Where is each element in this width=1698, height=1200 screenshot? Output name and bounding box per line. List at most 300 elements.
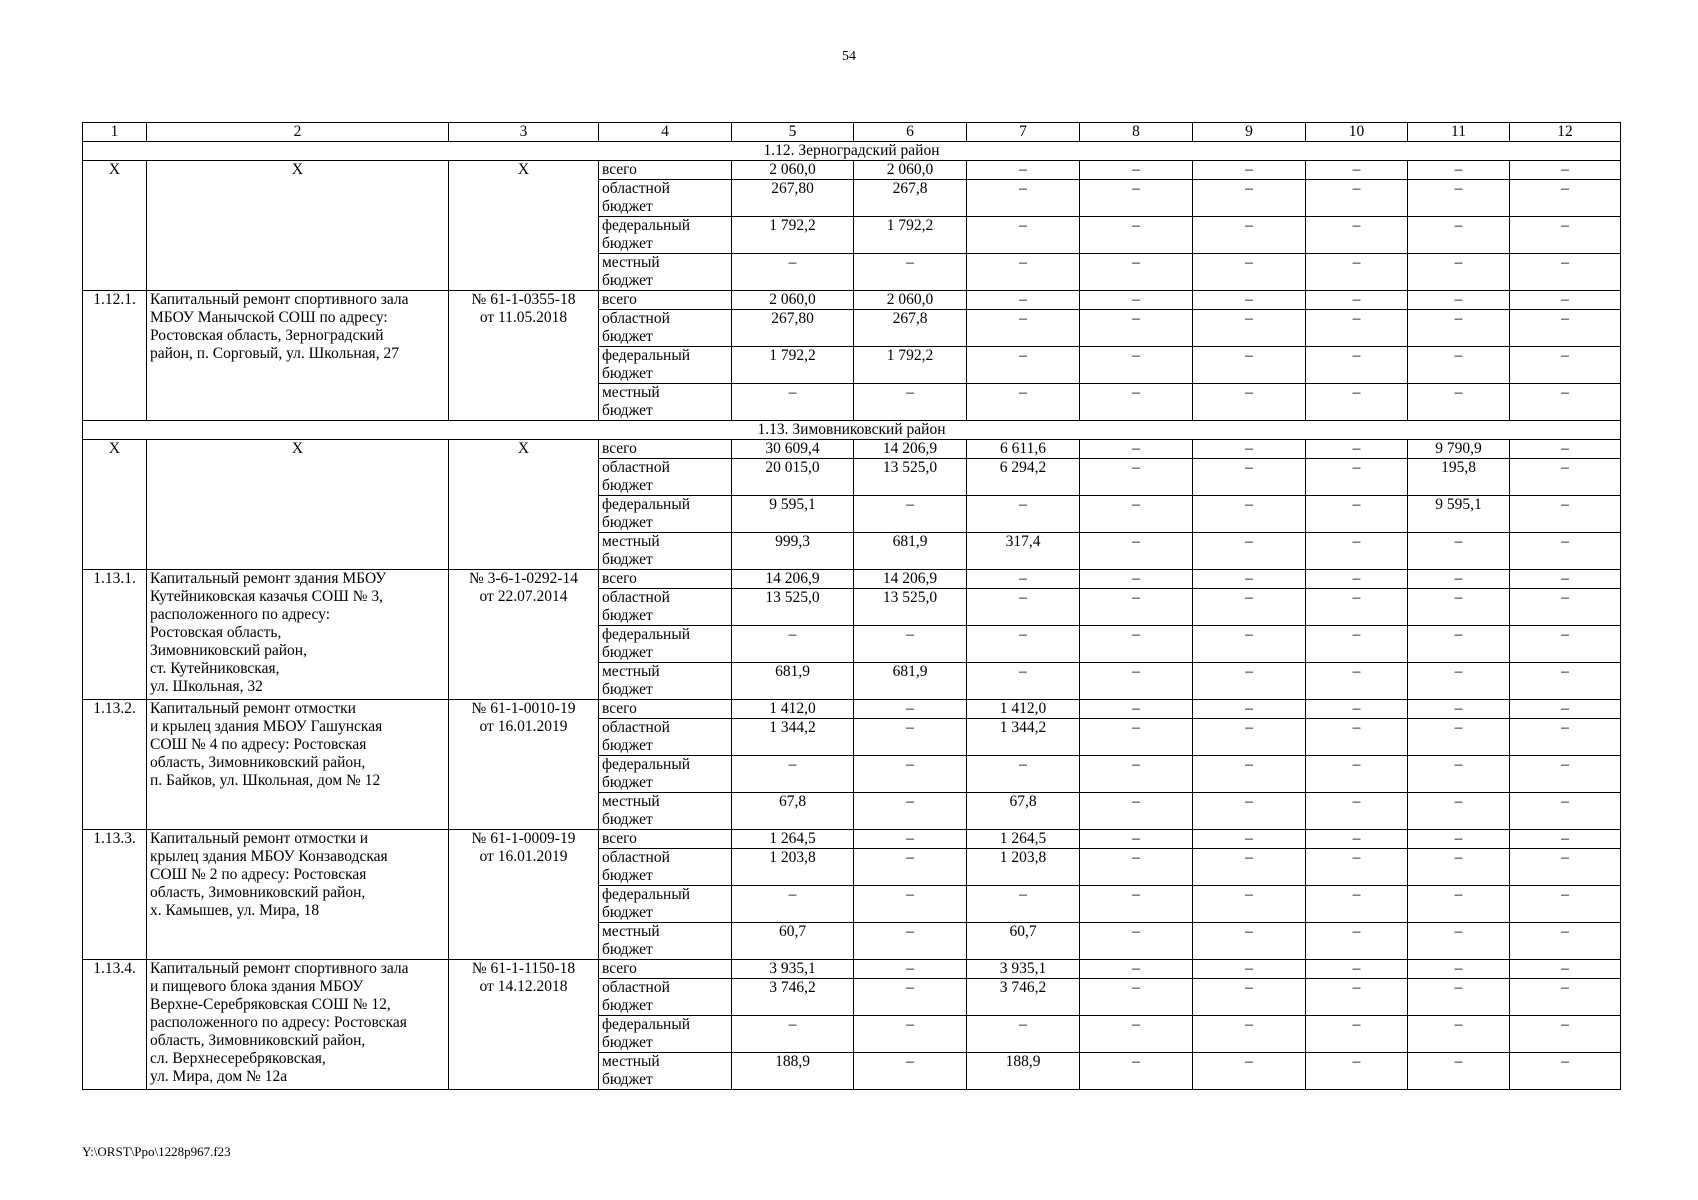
table-row — [83, 830, 1621, 849]
funding-source — [599, 180, 732, 217]
funding-source-line: областной — [602, 589, 670, 606]
amount-cell: – — [1193, 533, 1306, 570]
amount-cell: 6 611,6 — [967, 440, 1080, 459]
amount-cell: 2 060,0 — [732, 161, 854, 180]
object-description — [147, 570, 449, 700]
funding-source-line: бюджет — [602, 402, 653, 419]
amount-cell: – — [1306, 1016, 1408, 1053]
amount-cell: – — [1080, 310, 1193, 347]
funding-source — [599, 756, 732, 793]
amount-cell: – — [1193, 496, 1306, 533]
amount-cell: – — [1306, 180, 1408, 217]
amount-cell: – — [1306, 570, 1408, 589]
amount-cell: – — [1510, 793, 1621, 830]
amount-cell: – — [854, 1016, 967, 1053]
amount-cell: – — [1510, 291, 1621, 310]
amount-cell: – — [1510, 384, 1621, 421]
amount-cell: – — [967, 180, 1080, 217]
description-line: расположенного по адресу: — [150, 606, 330, 623]
column-number-header: 11 — [1408, 123, 1510, 142]
amount-cell: – — [1510, 254, 1621, 291]
amount-cell: – — [1080, 161, 1193, 180]
item-number: 1.13.3. — [83, 830, 147, 960]
funding-source — [599, 310, 732, 347]
amount-cell: – — [967, 217, 1080, 254]
amount-cell: – — [854, 979, 967, 1016]
conclusion-line: от 14.12.2018 — [479, 978, 568, 995]
funding-source-line: бюджет — [602, 551, 653, 568]
amount-cell: – — [1193, 663, 1306, 700]
amount-cell: 2 060,0 — [732, 291, 854, 310]
amount-cell: – — [1193, 310, 1306, 347]
funding-source — [599, 719, 732, 756]
amount-cell: – — [1306, 756, 1408, 793]
description-line: и пищевого блока здания МБОУ — [150, 978, 364, 995]
amount-cell: – — [1080, 291, 1193, 310]
amount-cell: – — [1193, 626, 1306, 663]
amount-cell: – — [854, 1053, 967, 1090]
amount-cell: 30 609,4 — [732, 440, 854, 459]
amount-cell: – — [1193, 793, 1306, 830]
description-line: Верхне-Серебряковская СОШ № 12, — [150, 996, 391, 1013]
amount-cell: – — [1306, 700, 1408, 719]
table-row — [83, 960, 1621, 979]
funding-source-line: местный — [602, 1053, 660, 1070]
amount-cell: – — [854, 960, 967, 979]
column-number-header: 9 — [1193, 123, 1306, 142]
funding-source-line: федеральный — [602, 886, 691, 903]
amount-cell: 1 412,0 — [967, 700, 1080, 719]
funding-source — [599, 1053, 732, 1090]
item-number: X — [83, 440, 147, 570]
amount-cell: – — [1080, 1016, 1193, 1053]
funding-source-line: всего — [602, 161, 637, 178]
conclusion-line: от 11.05.2018 — [479, 309, 568, 326]
amount-cell: 3 746,2 — [732, 979, 854, 1016]
amount-cell: – — [1306, 960, 1408, 979]
amount-cell: 60,7 — [967, 923, 1080, 960]
amount-cell: – — [1306, 663, 1408, 700]
amount-cell: – — [1080, 886, 1193, 923]
amount-cell: – — [1193, 570, 1306, 589]
description-line: Кутейниковская казачья СОШ № 3, — [150, 588, 383, 605]
amount-cell: – — [1193, 459, 1306, 496]
funding-source-line: федеральный — [602, 756, 691, 773]
funding-source-line: областной — [602, 979, 670, 996]
amount-cell: – — [1193, 1053, 1306, 1090]
funding-source — [599, 459, 732, 496]
amount-cell: 999,3 — [732, 533, 854, 570]
section-title: 1.12. Зерноградский район — [83, 142, 1621, 161]
amount-cell: – — [967, 1016, 1080, 1053]
funding-source-line: бюджет — [602, 607, 653, 624]
funding-source — [599, 589, 732, 626]
amount-cell: – — [1510, 570, 1621, 589]
amount-cell: 1 344,2 — [732, 719, 854, 756]
amount-cell: – — [854, 793, 967, 830]
amount-cell: – — [1408, 533, 1510, 570]
amount-cell: – — [967, 626, 1080, 663]
amount-cell: – — [854, 756, 967, 793]
amount-cell: – — [1193, 1016, 1306, 1053]
item-number: X — [83, 161, 147, 291]
amount-cell: – — [1510, 626, 1621, 663]
column-number-header: 7 — [967, 123, 1080, 142]
funding-source-line: местный — [602, 384, 660, 401]
funding-source — [599, 663, 732, 700]
item-number: 1.13.4. — [83, 960, 147, 1090]
amount-cell: – — [1306, 459, 1408, 496]
amount-cell: – — [1306, 217, 1408, 254]
funding-source — [599, 570, 732, 589]
amount-cell: – — [1510, 700, 1621, 719]
funding-source-line: всего — [602, 570, 637, 587]
amount-cell: – — [1193, 719, 1306, 756]
amount-cell: – — [1080, 1053, 1193, 1090]
funding-source-line: бюджет — [602, 198, 653, 215]
amount-cell: 2 060,0 — [854, 161, 967, 180]
funding-source — [599, 1016, 732, 1053]
expertise-conclusion — [449, 570, 599, 700]
amount-cell: – — [1510, 1016, 1621, 1053]
amount-cell: – — [1193, 830, 1306, 849]
amount-cell: – — [1306, 793, 1408, 830]
expertise-conclusion — [449, 440, 599, 570]
description-line: Зимовниковский район, — [150, 642, 307, 659]
budget-table — [82, 122, 1621, 1090]
amount-cell: – — [1408, 979, 1510, 1016]
amount-cell: – — [1080, 960, 1193, 979]
amount-cell: 3 935,1 — [967, 960, 1080, 979]
amount-cell: – — [1408, 626, 1510, 663]
amount-cell: – — [1408, 960, 1510, 979]
table-row — [83, 161, 1621, 180]
funding-source — [599, 979, 732, 1016]
description-line: п. Байков, ул. Школьная, дом № 12 — [150, 772, 381, 789]
funding-source-line: федеральный — [602, 626, 691, 643]
amount-cell: – — [1306, 254, 1408, 291]
amount-cell: 1 264,5 — [732, 830, 854, 849]
object-description — [147, 960, 449, 1090]
amount-cell: – — [967, 161, 1080, 180]
funding-source — [599, 793, 732, 830]
amount-cell: – — [1193, 254, 1306, 291]
funding-source-line: областной — [602, 459, 670, 476]
amount-cell: – — [967, 384, 1080, 421]
amount-cell: – — [1193, 849, 1306, 886]
column-number-header: 2 — [147, 123, 449, 142]
funding-source-line: бюджет — [602, 737, 653, 754]
amount-cell: – — [1080, 793, 1193, 830]
table-body — [83, 123, 1621, 1090]
amount-cell: – — [1510, 459, 1621, 496]
description-line: крылец здания МБОУ Конзаводская — [150, 848, 388, 865]
funding-source-line: федеральный — [602, 1016, 691, 1033]
amount-cell: – — [1510, 440, 1621, 459]
amount-cell: – — [1306, 886, 1408, 923]
amount-cell: 1 203,8 — [967, 849, 1080, 886]
column-number-header: 1 — [83, 123, 147, 142]
funding-source — [599, 830, 732, 849]
expertise-conclusion — [449, 161, 599, 291]
amount-cell: – — [1080, 496, 1193, 533]
amount-cell: – — [1510, 180, 1621, 217]
funding-source — [599, 923, 732, 960]
amount-cell: 681,9 — [854, 533, 967, 570]
amount-cell: – — [854, 700, 967, 719]
amount-cell: – — [1408, 161, 1510, 180]
amount-cell: – — [1193, 384, 1306, 421]
amount-cell: 60,7 — [732, 923, 854, 960]
amount-cell: – — [1193, 180, 1306, 217]
funding-source — [599, 384, 732, 421]
amount-cell: – — [967, 310, 1080, 347]
amount-cell: – — [1080, 459, 1193, 496]
description-line: Капитальный ремонт здания МБОУ — [150, 570, 387, 587]
amount-cell: – — [854, 496, 967, 533]
object-description: X — [147, 161, 449, 291]
section-row — [83, 142, 1621, 161]
column-number-header: 4 — [599, 123, 732, 142]
amount-cell: – — [854, 886, 967, 923]
amount-cell: 188,9 — [732, 1053, 854, 1090]
conclusion-line: X — [517, 161, 530, 178]
amount-cell: 1 792,2 — [732, 217, 854, 254]
amount-cell: 267,8 — [854, 310, 967, 347]
amount-cell: 6 294,2 — [967, 459, 1080, 496]
amount-cell: – — [1408, 849, 1510, 886]
amount-cell: – — [1510, 960, 1621, 979]
amount-cell: – — [1510, 979, 1621, 1016]
amount-cell: – — [1510, 886, 1621, 923]
amount-cell: – — [1510, 849, 1621, 886]
description-line: Ростовская область, Зерноградский — [150, 327, 384, 344]
funding-source — [599, 440, 732, 459]
header-row — [83, 123, 1621, 142]
funding-source-line: бюджет — [602, 997, 653, 1014]
funding-source-line: всего — [602, 440, 637, 457]
amount-cell: – — [1408, 756, 1510, 793]
amount-cell: 14 206,9 — [854, 570, 967, 589]
funding-source — [599, 533, 732, 570]
amount-cell: – — [1510, 310, 1621, 347]
amount-cell: 1 792,2 — [854, 217, 967, 254]
conclusion-line: от 22.07.2014 — [479, 588, 568, 605]
funding-source-line: бюджет — [602, 904, 653, 921]
amount-cell: – — [1306, 849, 1408, 886]
amount-cell: – — [1408, 886, 1510, 923]
amount-cell: 1 792,2 — [854, 347, 967, 384]
column-number-header: 5 — [732, 123, 854, 142]
amount-cell: – — [1510, 830, 1621, 849]
conclusion-line: № 3-6-1-0292-14 — [468, 570, 579, 587]
amount-cell: – — [1408, 700, 1510, 719]
amount-cell: – — [967, 496, 1080, 533]
description-line: область, Зимовниковский район, — [150, 1032, 366, 1049]
amount-cell: – — [1408, 384, 1510, 421]
amount-cell: – — [1408, 254, 1510, 291]
description-line: расположенного по адресу: Ростовская — [150, 1014, 407, 1031]
funding-source-line: бюджет — [602, 811, 653, 828]
amount-cell: – — [967, 291, 1080, 310]
amount-cell: – — [732, 384, 854, 421]
amount-cell: – — [1408, 1053, 1510, 1090]
amount-cell: – — [1080, 663, 1193, 700]
item-number: 1.13.2. — [83, 700, 147, 830]
amount-cell: – — [967, 663, 1080, 700]
funding-source — [599, 886, 732, 923]
description-line: ст. Кутейниковская, — [150, 660, 280, 677]
page-number: 54 — [842, 49, 856, 64]
table-row — [83, 700, 1621, 719]
amount-cell: – — [1408, 719, 1510, 756]
amount-cell: 681,9 — [854, 663, 967, 700]
section-row — [83, 421, 1621, 440]
amount-cell: – — [732, 756, 854, 793]
amount-cell: – — [1193, 923, 1306, 960]
amount-cell: 3 935,1 — [732, 960, 854, 979]
amount-cell: – — [1306, 589, 1408, 626]
amount-cell: – — [967, 589, 1080, 626]
amount-cell: – — [854, 719, 967, 756]
amount-cell: – — [1306, 291, 1408, 310]
item-number: 1.13.1. — [83, 570, 147, 700]
conclusion-line: № 61-1-0355-18 — [471, 291, 576, 308]
amount-cell: 67,8 — [967, 793, 1080, 830]
amount-cell: – — [854, 830, 967, 849]
table-row — [83, 570, 1621, 589]
column-number-header: 6 — [854, 123, 967, 142]
description-line: область, Зимовниковский район, — [150, 884, 366, 901]
amount-cell: – — [1080, 384, 1193, 421]
funding-source-line: местный — [602, 793, 660, 810]
funding-source-line: всего — [602, 960, 637, 977]
object-description — [147, 291, 449, 421]
funding-source-line: областной — [602, 719, 670, 736]
amount-cell: – — [1193, 756, 1306, 793]
funding-source-line: бюджет — [602, 272, 653, 289]
funding-source-line: всего — [602, 291, 637, 308]
amount-cell: – — [1306, 979, 1408, 1016]
description-line: область, Зимовниковский район, — [150, 754, 366, 771]
funding-source-line: бюджет — [602, 365, 653, 382]
conclusion-line: X — [517, 440, 530, 457]
amount-cell: – — [1510, 533, 1621, 570]
amount-cell: – — [1080, 849, 1193, 886]
section-title: 1.13. Зимовниковский район — [83, 421, 1621, 440]
description-line: Капитальный ремонт спортивного зала — [150, 960, 409, 977]
amount-cell: – — [1306, 310, 1408, 347]
amount-cell: 1 344,2 — [967, 719, 1080, 756]
funding-source-line: областной — [602, 180, 670, 197]
amount-cell: – — [854, 384, 967, 421]
description-line: сл. Верхнесеребряковская, — [150, 1050, 326, 1067]
amount-cell: 1 203,8 — [732, 849, 854, 886]
amount-cell: – — [1510, 347, 1621, 384]
funding-source-line: всего — [602, 700, 637, 717]
funding-source — [599, 254, 732, 291]
amount-cell: – — [1408, 291, 1510, 310]
amount-cell: – — [1306, 830, 1408, 849]
description-line: СОШ № 2 по адресу: Ростовская — [150, 866, 367, 883]
description-line: СОШ № 4 по адресу: Ростовская — [150, 736, 367, 753]
amount-cell: – — [1080, 440, 1193, 459]
amount-cell: – — [1408, 570, 1510, 589]
amount-cell: 14 206,9 — [732, 570, 854, 589]
amount-cell: – — [1193, 979, 1306, 1016]
amount-cell: – — [1306, 533, 1408, 570]
item-number: 1.12.1. — [83, 291, 147, 421]
funding-source-line: бюджет — [602, 514, 653, 531]
funding-source-line: бюджет — [602, 235, 653, 252]
amount-cell: – — [1510, 496, 1621, 533]
amount-cell: – — [1080, 756, 1193, 793]
funding-source-line: бюджет — [602, 328, 653, 345]
amount-cell: – — [1306, 440, 1408, 459]
amount-cell: – — [732, 254, 854, 291]
funding-source-line: бюджет — [602, 1071, 653, 1088]
amount-cell: – — [967, 254, 1080, 291]
object-description — [147, 830, 449, 960]
funding-source-line: бюджет — [602, 774, 653, 791]
amount-cell: – — [1080, 700, 1193, 719]
funding-source — [599, 291, 732, 310]
funding-source-line: бюджет — [602, 477, 653, 494]
amount-cell: – — [1306, 719, 1408, 756]
funding-source-line: местный — [602, 533, 660, 550]
amount-cell: – — [1193, 217, 1306, 254]
amount-cell: 13 525,0 — [854, 459, 967, 496]
funding-source — [599, 217, 732, 254]
amount-cell: – — [1510, 923, 1621, 960]
funding-source-line: местный — [602, 923, 660, 940]
description-line: Капитальный ремонт спортивного зала — [150, 291, 409, 308]
funding-source — [599, 496, 732, 533]
amount-cell: – — [854, 254, 967, 291]
funding-source — [599, 960, 732, 979]
funding-source-line: бюджет — [602, 681, 653, 698]
funding-source-line: бюджет — [602, 867, 653, 884]
amount-cell: – — [1306, 384, 1408, 421]
funding-source-line: бюджет — [602, 941, 653, 958]
file-path-footer: Y:\ORST\Ppo\1228p967.f23 — [82, 1144, 231, 1159]
amount-cell: – — [967, 570, 1080, 589]
amount-cell: – — [1080, 923, 1193, 960]
amount-cell: 20 015,0 — [732, 459, 854, 496]
amount-cell: – — [854, 626, 967, 663]
column-number-header: 12 — [1510, 123, 1621, 142]
amount-cell: – — [1080, 570, 1193, 589]
amount-cell: – — [1510, 217, 1621, 254]
amount-cell: – — [1193, 347, 1306, 384]
expertise-conclusion — [449, 830, 599, 960]
amount-cell: – — [1193, 700, 1306, 719]
table-row — [83, 291, 1621, 310]
funding-source-line: местный — [602, 663, 660, 680]
expertise-conclusion — [449, 960, 599, 1090]
amount-cell: 681,9 — [732, 663, 854, 700]
expertise-conclusion — [449, 700, 599, 830]
amount-cell: – — [1408, 180, 1510, 217]
amount-cell: – — [1080, 254, 1193, 291]
funding-source-line: федеральный — [602, 347, 691, 364]
amount-cell: – — [1306, 347, 1408, 384]
amount-cell: – — [1193, 440, 1306, 459]
column-number-header: 8 — [1080, 123, 1193, 142]
funding-source-line: областной — [602, 310, 670, 327]
amount-cell: 13 525,0 — [732, 589, 854, 626]
amount-cell: – — [967, 347, 1080, 384]
